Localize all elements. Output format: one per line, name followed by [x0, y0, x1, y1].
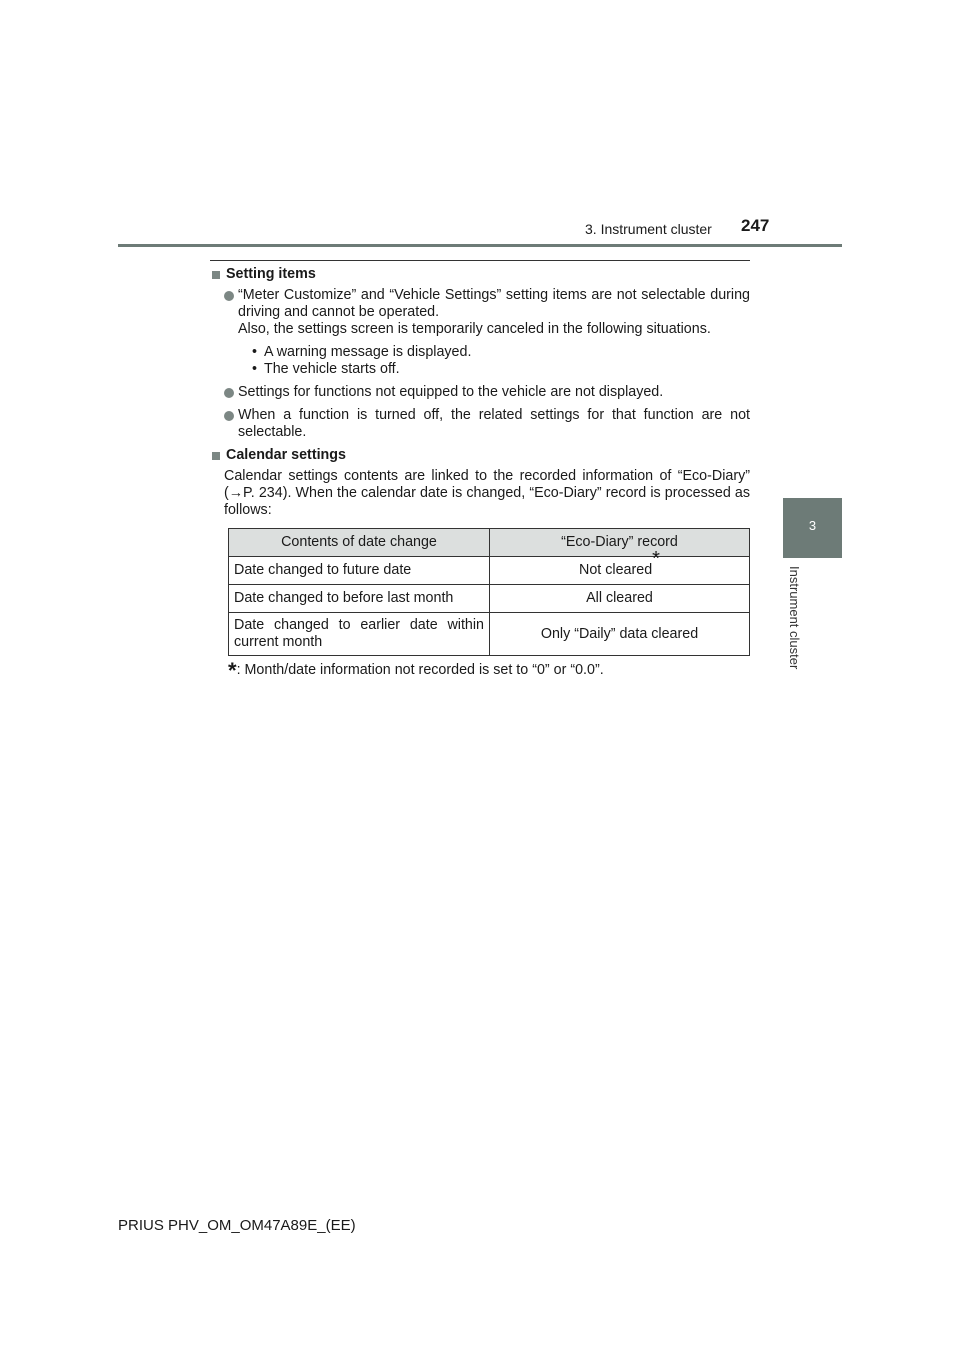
- column-header: Contents of date change: [229, 529, 490, 557]
- section-title: 3. Instrument cluster: [585, 221, 712, 237]
- bullet-paragraph: “Meter Customize” and “Vehicle Settings” setting items are not selectable during driving and cannot be operated.: [238, 287, 750, 320]
- header-rule: [118, 244, 842, 247]
- footnote-marker: *: [228, 658, 237, 683]
- bullet-paragraph: Also, the settings screen is temporarily canceled in the following situations.: [238, 321, 711, 337]
- list-item: [210, 384, 750, 401]
- list-item: [210, 407, 750, 441]
- table-cell: Only “Daily” data cleared: [490, 613, 750, 656]
- chapter-tab-number: 3: [808, 518, 817, 533]
- chapter-tab-label: Instrument cluster: [787, 566, 802, 670]
- table-cell: [490, 548, 750, 585]
- page-number: 247: [741, 216, 770, 235]
- table-footnote: [210, 658, 750, 683]
- setting-items-heading: [210, 266, 750, 283]
- column-header: “Eco-Diary” record: [490, 529, 750, 557]
- calendar-table: [228, 528, 750, 656]
- list-item: [210, 287, 750, 338]
- table-header-row: [229, 529, 750, 557]
- sub-list-item: • A warning message is displayed.: [252, 344, 750, 361]
- table-cell: Date changed to before last month: [229, 585, 490, 613]
- footnote-text: : Month/date information not recorded is set to “0” or “0.0”.: [236, 662, 604, 678]
- sub-list: [210, 344, 750, 378]
- calendar-paragraph: Calendar settings contents are linked to the recorded information of “Eco-Diary” (→P. 234). When the calendar date is changed, “Eco-Diary” record is processed as follows:: [224, 468, 750, 518]
- table-cell-text: Not cleared: [579, 562, 653, 578]
- calendar-settings-title: Calendar settings: [226, 447, 346, 463]
- table-row: [229, 585, 750, 613]
- setting-items-title: Setting items: [226, 266, 316, 282]
- bullet-paragraph: Settings for functions not equipped to the vehicle are not displayed.: [238, 384, 664, 400]
- calendar-settings-heading: [210, 447, 750, 464]
- footer-manual-code: PRIUS PHV_OM_OM47A89E_(EE): [118, 1217, 356, 1234]
- table-cell: All cleared: [490, 585, 750, 613]
- square-bullet-icon: [212, 452, 220, 460]
- round-bullet-icon: [224, 291, 234, 301]
- square-bullet-icon: [212, 271, 220, 279]
- sub-list-item: • The vehicle starts off.: [252, 361, 750, 378]
- content-top-rule: [210, 260, 750, 261]
- bullet-paragraph: When a function is turned off, the related settings for that function are not selectable.: [238, 407, 750, 440]
- table-cell: Date changed to earlier date within current month: [229, 613, 490, 656]
- round-bullet-icon: [224, 388, 234, 398]
- page-body: [210, 266, 750, 683]
- table-row: [229, 613, 750, 656]
- table-cell: Date changed to future date: [229, 557, 490, 585]
- table-row: [229, 557, 750, 585]
- round-bullet-icon: [224, 411, 234, 421]
- footnote-marker: *: [652, 548, 660, 571]
